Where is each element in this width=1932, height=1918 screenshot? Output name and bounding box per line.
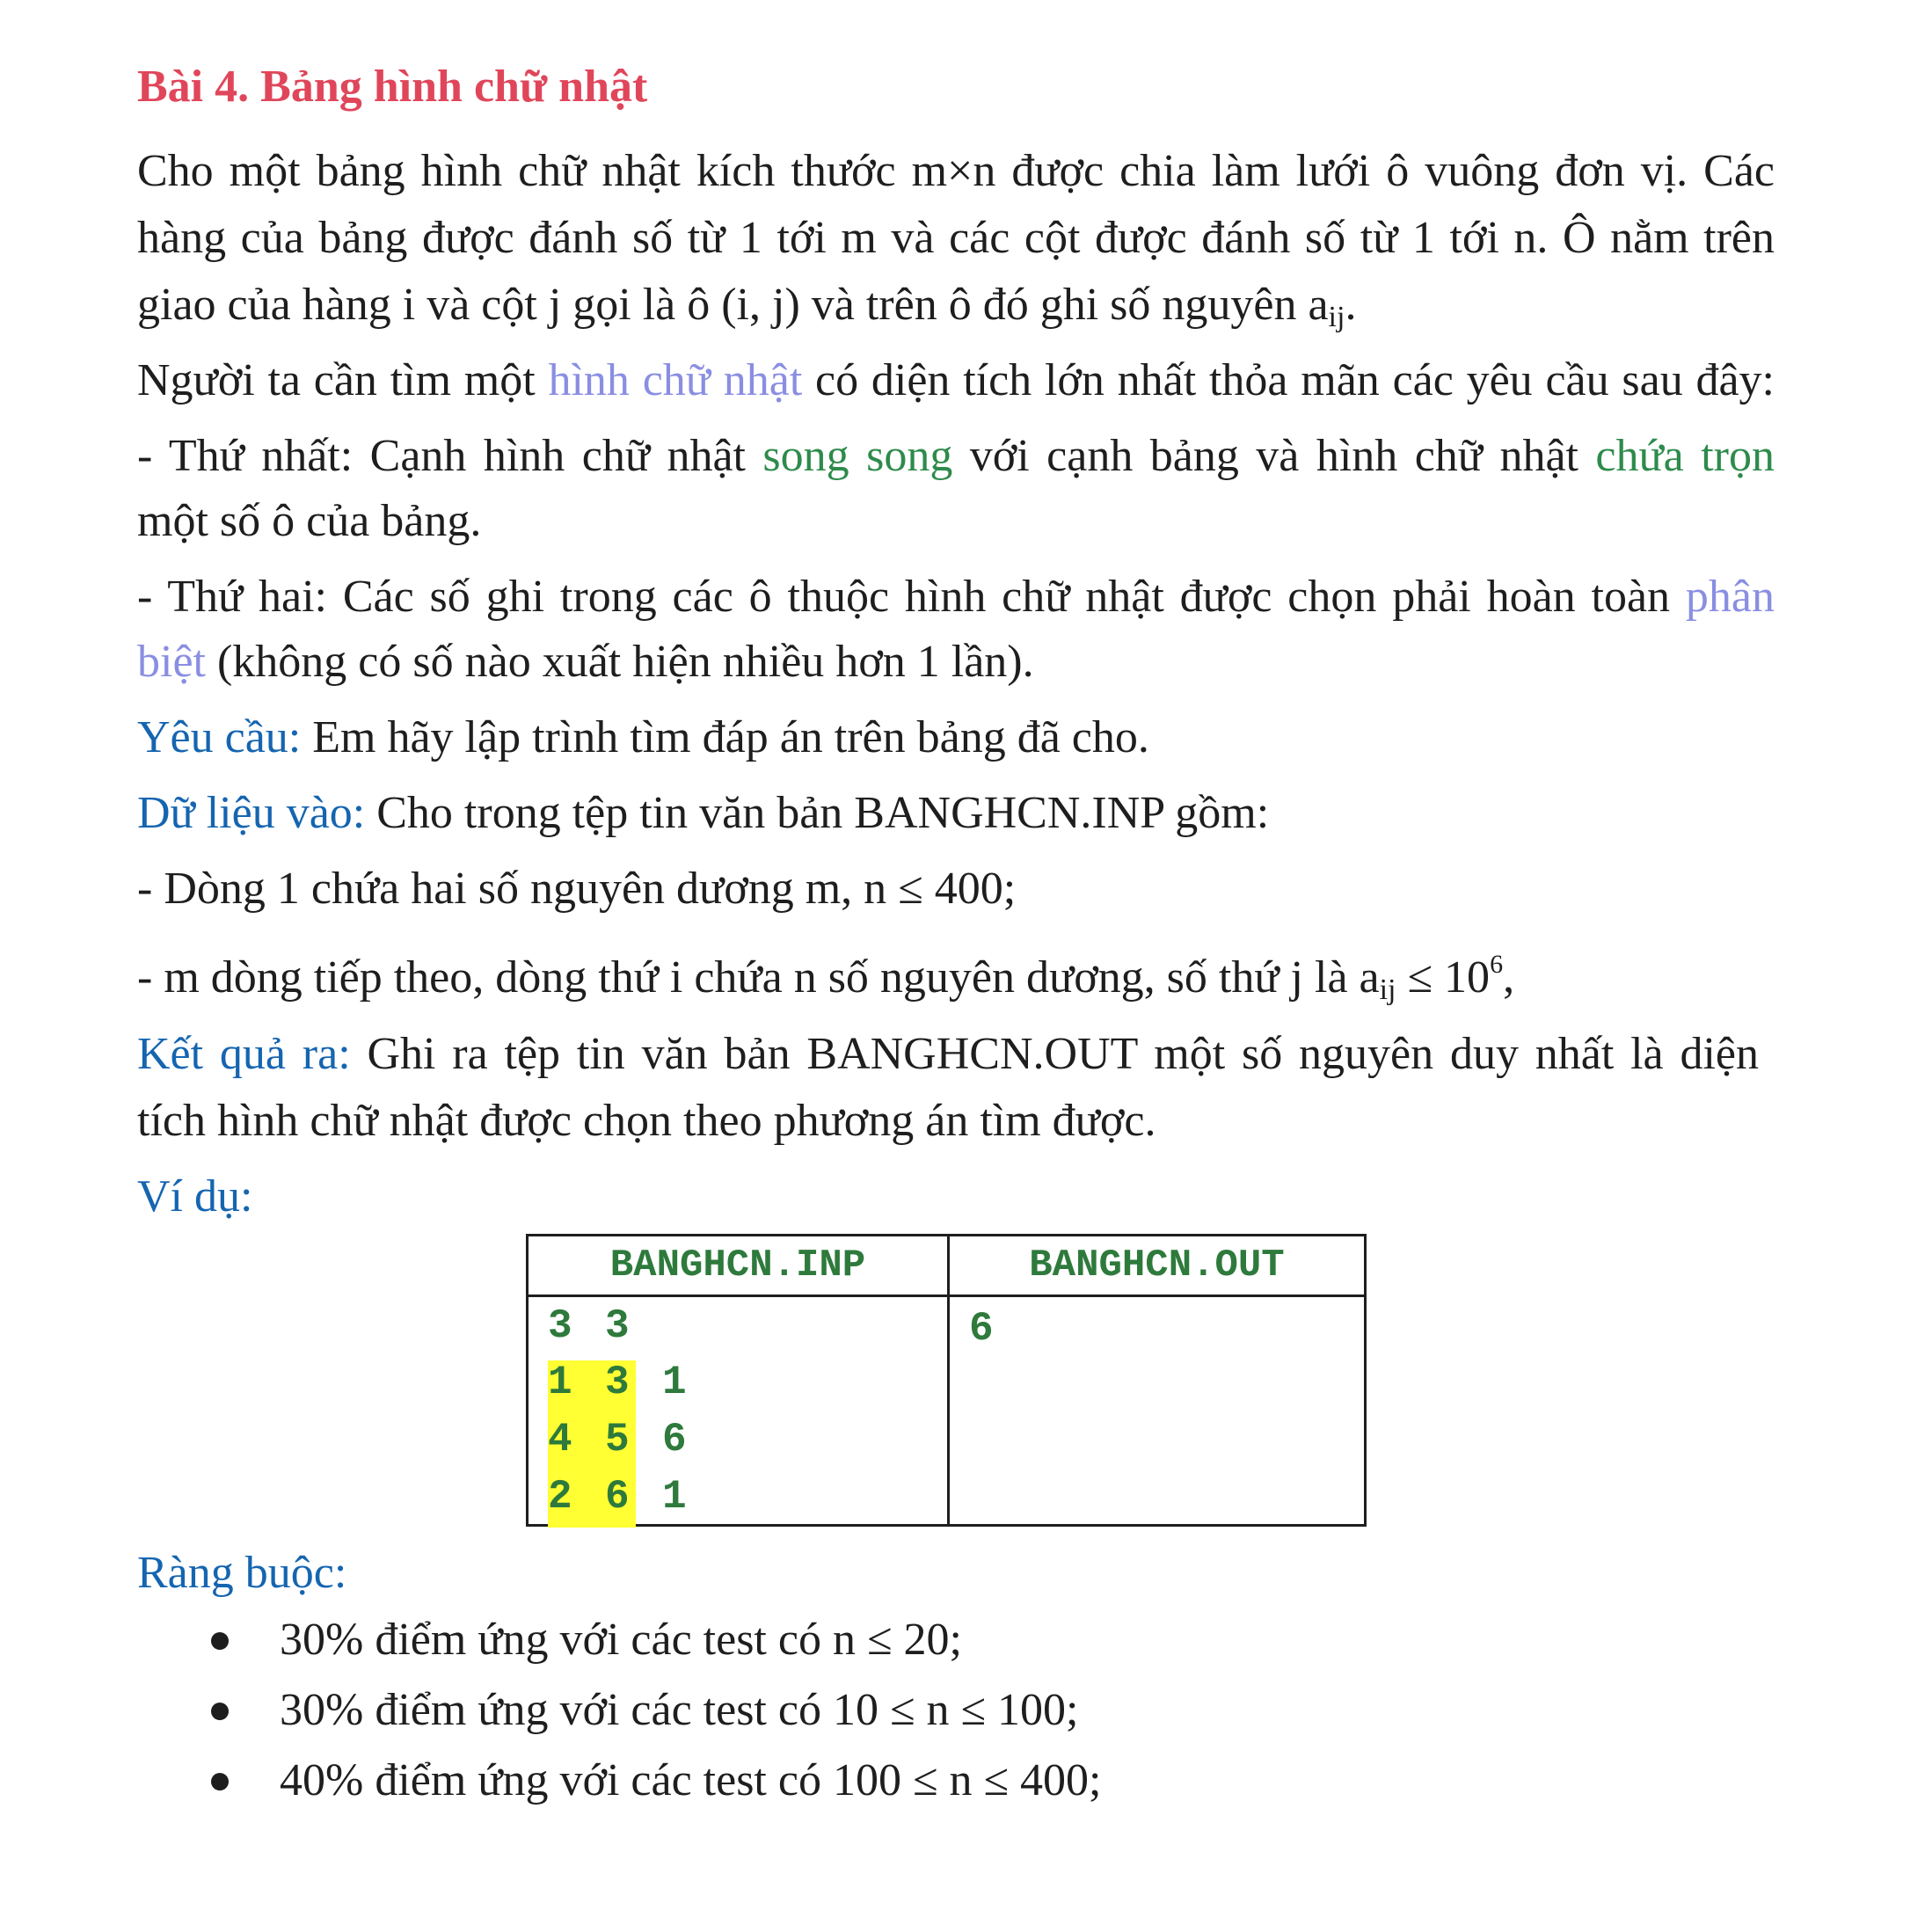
example-label: Ví dụ: (137, 1171, 253, 1222)
input-detail-1: - Dòng 1 chứa hai số nguyên dương m, n ≤ 400; (137, 864, 1017, 914)
example-body-row (528, 1296, 1366, 1526)
input-value: 6 (605, 1474, 630, 1520)
requirement-text-b: có diện tích lớn nhất thỏa mãn các yêu cầu sau đây: (802, 355, 1775, 405)
subscript-ij-2: ij (1379, 974, 1396, 1006)
bullet-icon (211, 1632, 229, 1650)
condition-second-text-a: - Thứ hai: Các số ghi trong các ô thuộc hình chữ nhật được chọn phải hoàn toàn (137, 572, 1686, 622)
highlight-contain: chứa trọn (1595, 431, 1775, 481)
highlight-parallel: song song (762, 431, 953, 481)
intro-line-2: hàng của bảng được đánh số từ 1 tới m và các cột được đánh số từ 1 tới n. Ô nằm trên (137, 213, 1775, 263)
header-input-file: BANGHCN.INP (528, 1236, 949, 1296)
condition-first-text-a: - Thứ nhất: Cạnh hình chữ nhật (137, 431, 763, 481)
input-grid (529, 1297, 947, 1524)
subscript-ij: ij (1328, 301, 1345, 333)
requirement-line (137, 350, 1775, 412)
example-header-row (528, 1236, 1366, 1296)
intro-line-3-text: giao của hàng i và cột j gọi là ô (i, j) và trên ô đó ghi số nguyên a (137, 280, 1329, 330)
highlight-distinct-1: phân (1685, 572, 1775, 622)
intro-line-3 (137, 274, 1356, 348)
bullet-icon (211, 1703, 229, 1720)
condition-second-text-b: (không có số nào xuất hiện nhiều hơn 1 lần). (205, 637, 1034, 687)
task-line (137, 707, 1149, 769)
header-output-file: BANGHCN.OUT (949, 1236, 1366, 1296)
input-detail-2-bound: ≤ 10 (1396, 952, 1491, 1003)
input-row-2 (548, 1362, 719, 1403)
input-row-1 (548, 1303, 719, 1349)
output-line (137, 1024, 1759, 1085)
input-text: Cho trong tệp tin văn bản BANGHCN.INP gồm: (365, 788, 1270, 838)
intro-line-1: Cho một bảng hình chữ nhật kích thước m×n được chia làm lưới ô vuông đơn vị. Các (137, 146, 1775, 196)
input-value: 1 (662, 1360, 687, 1405)
constraints-label: Ràng buộc: (137, 1548, 347, 1598)
constraint-text: 30% điểm ứng với các test có 10 ≤ n ≤ 100; (280, 1685, 1079, 1735)
input-value: 3 (548, 1303, 572, 1349)
input-line (137, 783, 1269, 844)
input-value: 2 (548, 1474, 572, 1520)
input-cell (528, 1296, 949, 1526)
bullet-icon (211, 1773, 229, 1790)
output-cell (949, 1296, 1366, 1526)
input-value: 6 (662, 1417, 687, 1462)
input-label: Dữ liệu vào: (137, 788, 366, 838)
condition-second-line-1 (137, 566, 1775, 628)
problem-title: Bài 4. Bảng hình chữ nhật (137, 62, 648, 112)
task-text: Em hãy lập trình tìm đáp án trên bảng đã cho. (301, 712, 1149, 762)
requirement-text-a: Người ta cần tìm một (137, 355, 549, 405)
superscript-6: 6 (1490, 950, 1504, 979)
input-detail-2-text: - m dòng tiếp theo, dòng thứ i chứa n số nguyên dương, số thứ j là a (137, 952, 1380, 1003)
condition-first-text-b: với cạnh bảng và hình chữ nhật (952, 431, 1596, 481)
constraint-text: 40% điểm ứng với các test có 100 ≤ n ≤ 400; (280, 1755, 1102, 1805)
input-value: 4 (548, 1417, 572, 1462)
output-value: 6 (969, 1306, 994, 1352)
highlight-distinct-2: biệt (137, 637, 206, 687)
example-table (526, 1234, 1367, 1527)
highlight-rectangle: hình chữ nhật (548, 355, 803, 405)
input-detail-2 (137, 934, 1514, 1021)
output-line-2: tích hình chữ nhật được chọn theo phương án tìm được. (137, 1096, 1156, 1146)
constraint-text: 30% điểm ứng với các test có n ≤ 20; (280, 1615, 962, 1665)
output-text: Ghi ra tệp tin văn bản BANGHCN.OUT một số nguyên duy nhất là diện (350, 1029, 1759, 1079)
condition-first-line-1 (137, 426, 1775, 487)
input-row-4 (548, 1474, 719, 1520)
condition-first-line-2: một số ô của bảng. (137, 496, 482, 546)
intro-line-3-end: . (1345, 280, 1357, 330)
output-grid (950, 1297, 1364, 1524)
input-value: 1 (662, 1474, 687, 1520)
input-value: 3 (605, 1360, 630, 1405)
output-label: Kết quả ra: (137, 1029, 351, 1079)
condition-second-line-2 (137, 631, 1034, 693)
task-label: Yêu cầu: (137, 712, 302, 762)
input-value: 5 (605, 1417, 630, 1462)
input-value: 1 (548, 1360, 572, 1405)
input-detail-2-end: , (1503, 952, 1515, 1003)
input-row-3 (548, 1419, 719, 1460)
input-value: 3 (605, 1303, 630, 1349)
